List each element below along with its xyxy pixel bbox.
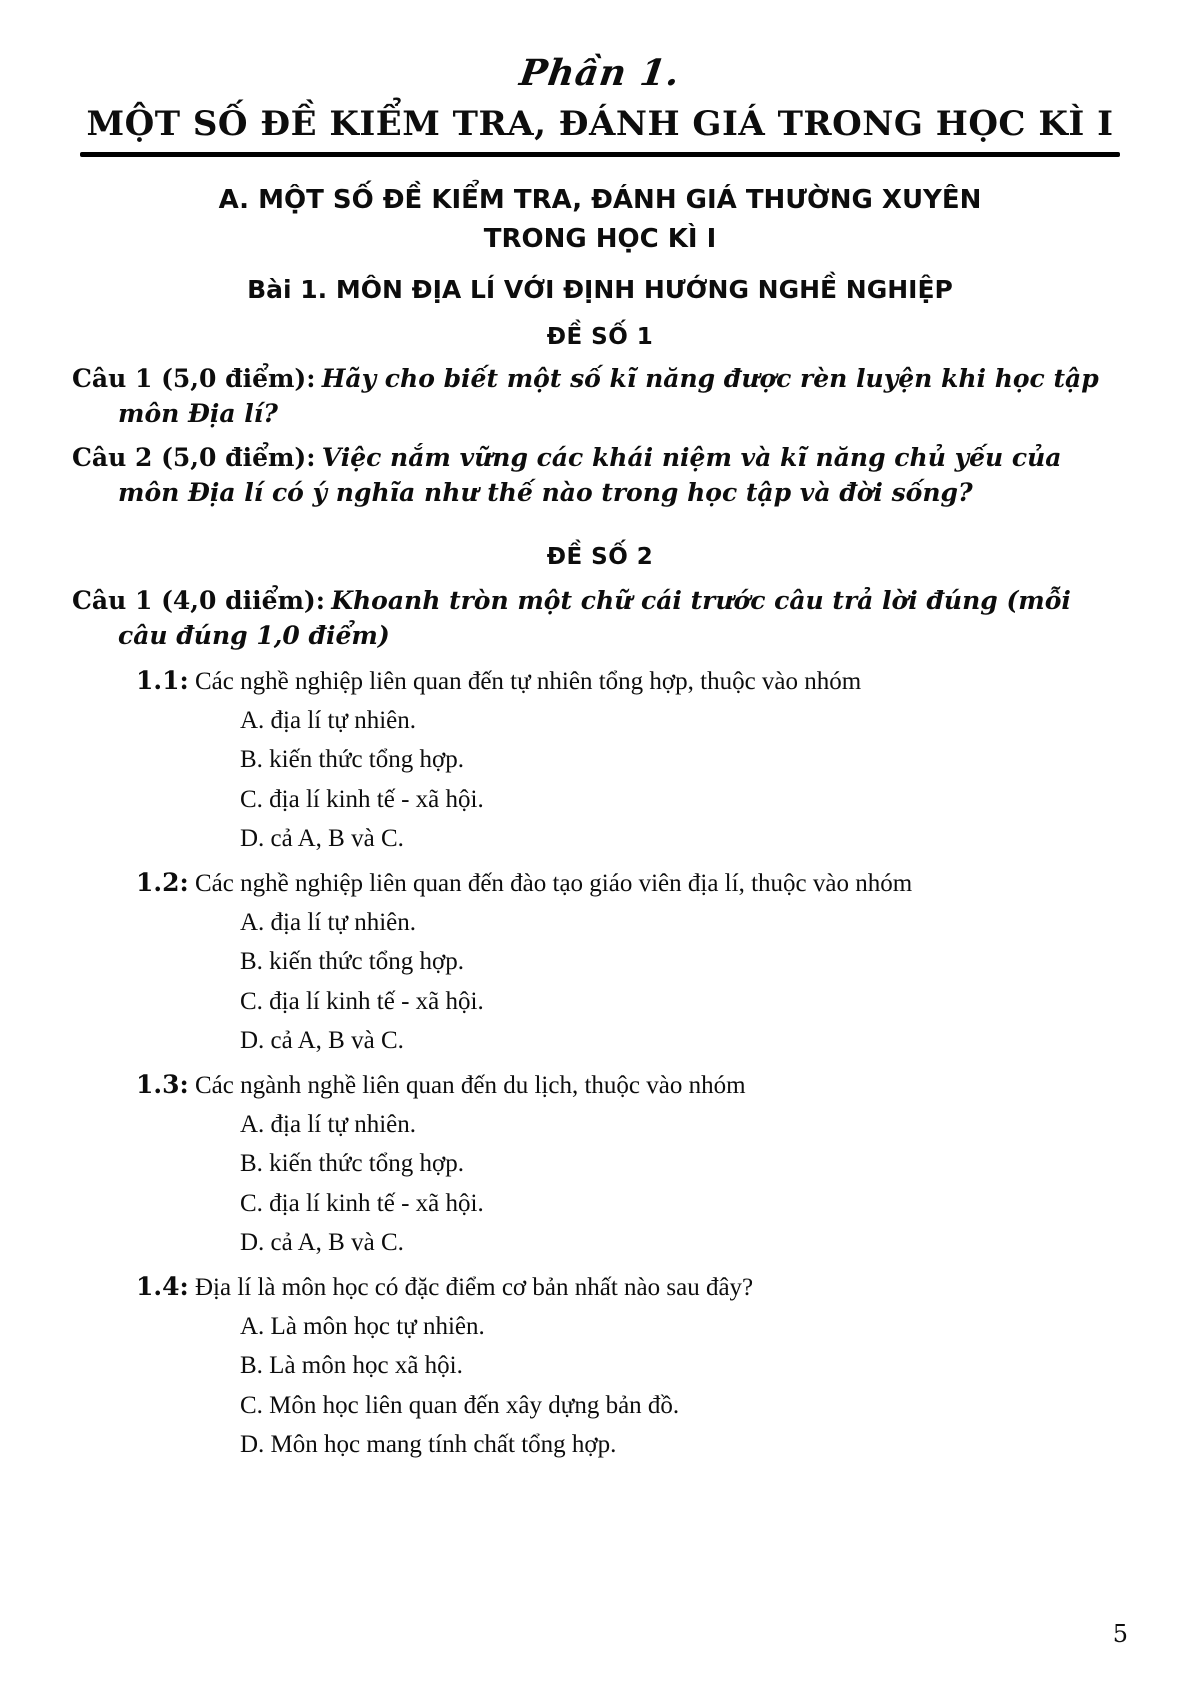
mcq-option-c[interactable]: C. Môn học liên quan đến xây dựng bản đồ. [240, 1391, 680, 1419]
de-1-title: ĐỀ SỐ 1 [546, 324, 654, 351]
page-content [72, 52, 1128, 1466]
mcq-number: 1.3: [136, 1070, 189, 1100]
mcq-stem-text: Địa lí là môn học có đặc điểm cơ bản nhất nào sau đây? [194, 1274, 754, 1302]
section-a-heading-line1: A. MỘT SỐ ĐỀ KIỂM TRA, ĐÁNH GIÁ THƯỜNG XUYÊN [218, 185, 982, 215]
mcq-option-c[interactable]: C. địa lí kinh tế - xã hội. [240, 785, 484, 813]
mcq-option-c[interactable]: C. địa lí kinh tế - xã hội. [240, 1189, 484, 1217]
de-2-title: ĐỀ SỐ 2 [546, 544, 654, 571]
de1-question-2-text: Việc nắm vững các khái niệm và kĩ năng chủ yếu của môn Địa lí có ý nghĩa như thế nào trong học tập và đời sống? [118, 443, 1062, 507]
mcq-option-b[interactable]: B. kiến thức tổng hợp. [240, 746, 464, 774]
mcq-option-d[interactable]: D. cả A, B và C. [240, 1026, 404, 1054]
mcq-item-3 [72, 1067, 1128, 1261]
mcq-stem [72, 663, 1128, 699]
mcq-option-d[interactable]: D. cả A, B và C. [240, 824, 404, 852]
de1-question-1-label: Câu 1 (5,0 điểm): [72, 364, 316, 394]
mcq-option-b[interactable]: B. kiến thức tổng hợp. [240, 948, 464, 976]
mcq-item-2 [72, 865, 1128, 1059]
mcq-option-a[interactable]: A. địa lí tự nhiên. [240, 707, 417, 735]
mcq-option-a[interactable]: A. Là môn học tự nhiên. [240, 1313, 485, 1341]
mcq-option-d[interactable]: D. cả A, B và C. [240, 1228, 404, 1256]
mcq-stem [72, 1269, 1128, 1305]
part-label: Phần 1. [517, 52, 683, 94]
mcq-option-b[interactable]: B. kiến thức tổng hợp. [240, 1150, 464, 1178]
mcq-stem-text: Các nghề nghiệp liên quan đến tự nhiên tổng hợp, thuộc vào nhóm [194, 668, 862, 696]
de1-question-2 [72, 441, 1128, 510]
mcq-option-d[interactable]: D. Môn học mang tính chất tổng hợp. [240, 1430, 617, 1458]
de1-question-1-text: Hãy cho biết một số kĩ năng được rèn luyện khi học tập môn Địa lí? [118, 364, 1099, 428]
mcq-stem [72, 1067, 1128, 1103]
page-number: 5 [1112, 1620, 1128, 1648]
de2-question-1-label: Câu 1 (4,0 diiểm): [72, 586, 325, 616]
lesson-title: Bài 1. MÔN ĐỊA LÍ VỚI ĐỊNH HƯỚNG NGHỀ NGHIỆP [247, 275, 953, 305]
title-divider [80, 152, 1120, 157]
mcq-item-1 [72, 663, 1128, 857]
mcq-option-b[interactable]: B. Là môn học xã hội. [240, 1352, 463, 1380]
mcq-stem [72, 865, 1128, 901]
mcq-stem-text: Các nghề nghiệp liên quan đến đào tạo giáo viên địa lí, thuộc vào nhóm [194, 870, 913, 898]
mcq-number: 1.4: [136, 1272, 189, 1302]
de2-question-1-text: Khoanh tròn một chữ cái trước câu trả lời đúng (mỗi câu đúng 1,0 điểm) [118, 586, 1071, 650]
de1-question-2-label: Câu 2 (5,0 điểm): [72, 443, 316, 473]
mcq-item-4 [72, 1269, 1128, 1463]
mcq-option-c[interactable]: C. địa lí kinh tế - xã hội. [240, 987, 484, 1015]
mcq-option-a[interactable]: A. địa lí tự nhiên. [240, 1111, 417, 1139]
mcq-stem-text: Các ngành nghề liên quan đến du lịch, thuộc vào nhóm [194, 1072, 746, 1100]
mcq-number: 1.2: [136, 868, 189, 898]
de1-question-1 [72, 362, 1128, 431]
mcq-number: 1.1: [136, 666, 189, 696]
de2-question-1 [72, 584, 1128, 653]
mcq-option-a[interactable]: A. địa lí tự nhiên. [240, 909, 417, 937]
page-title: MỘT SỐ ĐỀ KIỂM TRA, ĐÁNH GIÁ TRONG HỌC KÌ I [86, 104, 1114, 144]
section-a-heading-line2: TRONG HỌC KÌ I [483, 224, 717, 255]
